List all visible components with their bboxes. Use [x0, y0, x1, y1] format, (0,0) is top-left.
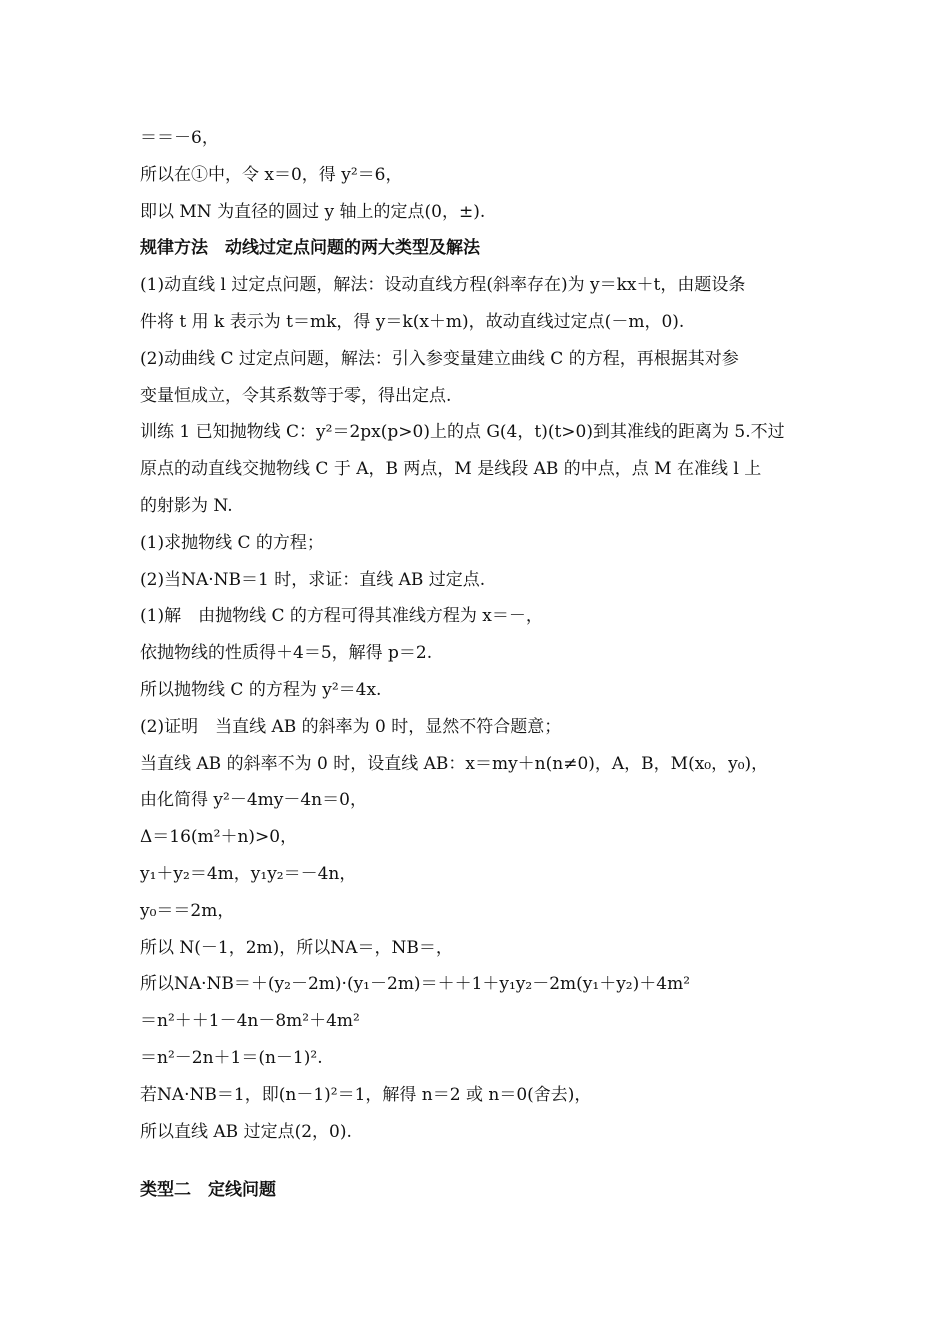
text-line: 即以 MN 为直径的圆过 y 轴上的定点(0，±). [140, 201, 486, 222]
text-line: Δ＝16(m²＋n)>0， [140, 827, 298, 848]
text-line: ＝＝－6， [140, 128, 219, 148]
text-line: 依抛物线的性质得＋4＝5，解得 p＝2. [140, 643, 433, 664]
text-line: 所以直线 AB 过定点(2，0). [140, 1121, 352, 1142]
text-line: y₁＋y₂＝4m，y₁y₂＝－4n， [140, 863, 357, 884]
text-line: (1)动直线 l 过定点问题，解法：设动直线方程(斜率存在)为 y＝kx＋t，由题设条 [140, 275, 746, 296]
text-line: 的射影为 N. [140, 495, 233, 516]
text-line: y₀＝＝2m， [140, 900, 235, 921]
text-line: 变量恒成立，令其系数等于零，得出定点. [140, 385, 452, 406]
text-line: 原点的动直线交抛物线 C 于 A，B 两点，M 是线段 AB 的中点，点 M 在准线 l 上 [140, 459, 762, 480]
document-body [140, 120, 812, 1209]
exercise-statement: 训练 1 已知抛物线 C：y²＝2px(p>0)上的点 G(4，t)(t>0)到其准线的距离为 5.不过 [140, 422, 785, 443]
text-line: ＝n²＋＋1－4n－8m²＋4m² [140, 1011, 360, 1032]
text-line: 由化简得 y²－4my－4n＝0， [140, 790, 367, 811]
text-line: 所以在①中，令 x＝0，得 y²＝6， [140, 164, 403, 185]
text-line: 所以 N(－1，2m)，所以NA＝，NB＝， [140, 937, 453, 958]
text-line: 所以NA·NB＝＋(y₂－2m)·(y₁－2m)＝＋＋1＋y₁y₂－2m(y₁＋y₂)＋4m² [140, 974, 691, 995]
section-spacer [140, 1150, 812, 1172]
method-heading: 规律方法 动线过定点问题的两大类型及解法 [140, 238, 480, 259]
section-heading: 类型二 定线问题 [140, 1180, 276, 1201]
solution-line: (1)解 由抛物线 C 的方程可得其准线方程为 x＝－， [140, 606, 543, 627]
text-line: ＝n²－2n＋1＝(n－1)². [140, 1047, 323, 1068]
text-line: (2)动曲线 C 过定点问题，解法：引入参变量建立曲线 C 的方程，再根据其对参 [140, 348, 739, 369]
proof-line: (2)证明 当直线 AB 的斜率为 0 时，显然不符合题意； [140, 716, 562, 737]
text-line: 当直线 AB 的斜率不为 0 时，设直线 AB：x＝my＋n(n≠0)，A，B，M(x₀，y₀)， [140, 753, 769, 774]
text-line: (2)当NA·NB＝1 时，求证：直线 AB 过定点. [140, 569, 486, 590]
text-line: (1)求抛物线 C 的方程； [140, 532, 324, 553]
text-line: 若NA·NB＝1，即(n－1)²＝1，解得 n＝2 或 n＝0(舍去)， [140, 1084, 592, 1105]
text-line: 件将 t 用 k 表示为 t＝mk，得 y＝k(x＋m)，故动直线过定点(－m，0). [140, 311, 685, 332]
text-line: 所以抛物线 C 的方程为 y²＝4x. [140, 679, 382, 700]
